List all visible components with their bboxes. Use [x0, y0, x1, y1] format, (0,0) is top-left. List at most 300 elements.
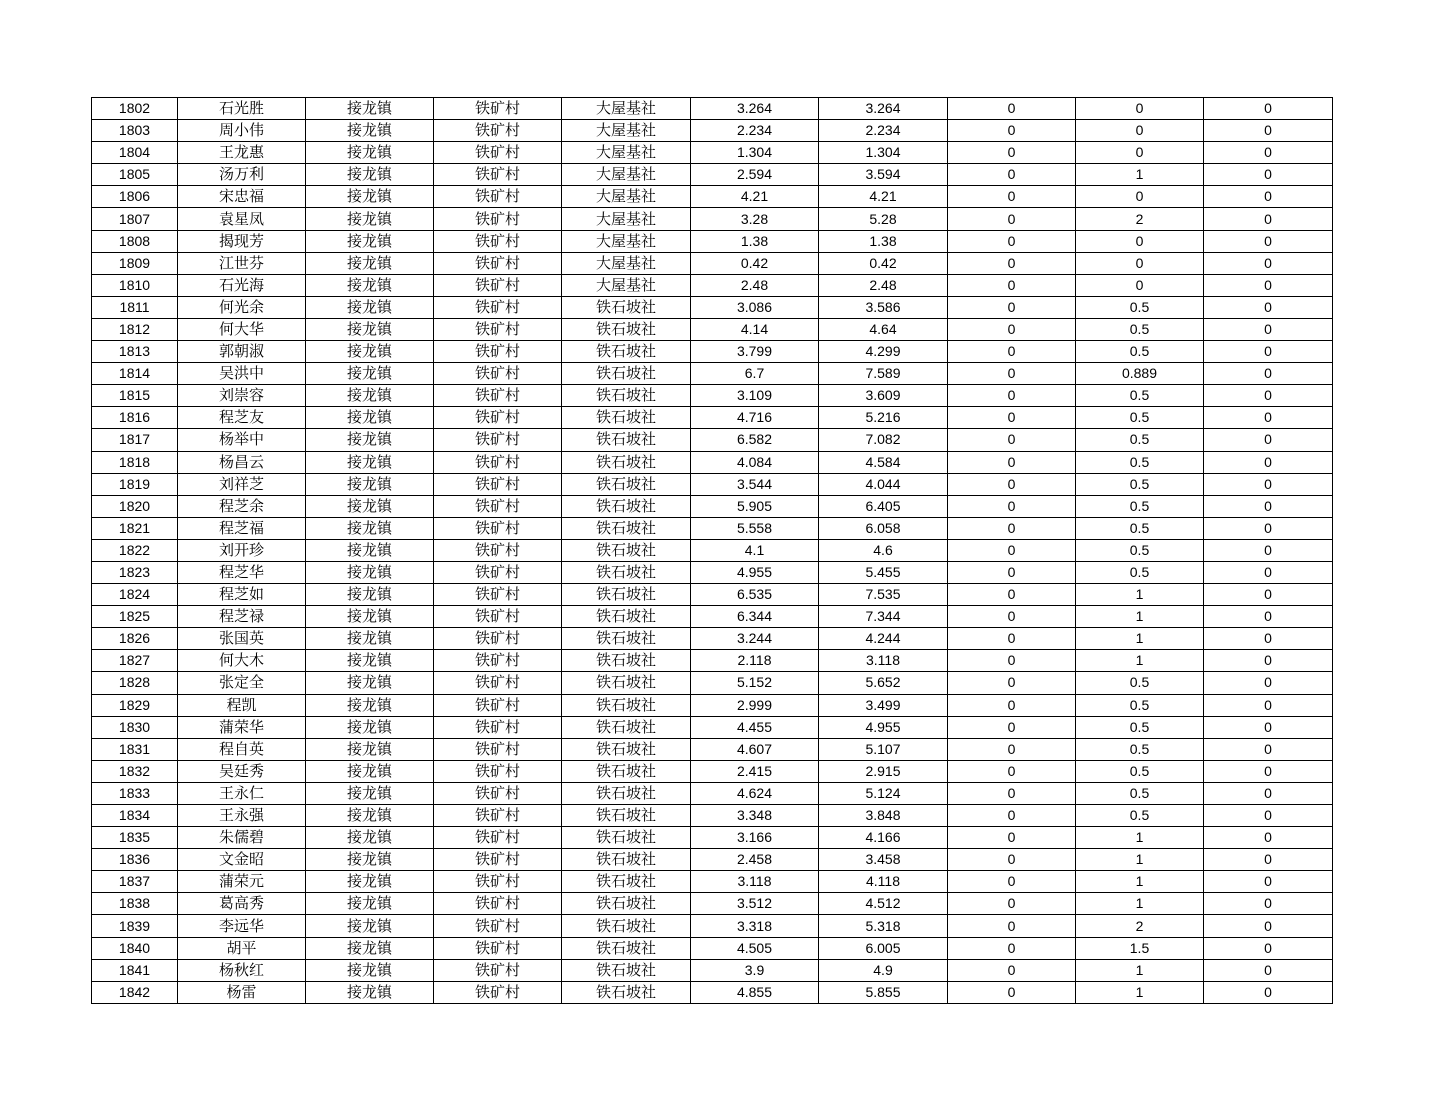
cell-name: 蒲荣华 [178, 716, 306, 738]
cell-value-e: 0 [1204, 760, 1333, 782]
cell-value-d: 0.5 [1076, 561, 1204, 583]
cell-row-id: 1802 [92, 98, 178, 120]
cell-value-b: 4.64 [819, 318, 948, 340]
cell-value-a: 6.344 [691, 606, 819, 628]
cell-value-d: 0.5 [1076, 473, 1204, 495]
cell-value-c: 0 [948, 363, 1076, 385]
cell-value-d: 0.5 [1076, 495, 1204, 517]
cell-town: 接龙镇 [306, 363, 434, 385]
cell-value-a: 3.166 [691, 827, 819, 849]
cell-value-c: 0 [948, 407, 1076, 429]
cell-value-d: 1 [1076, 628, 1204, 650]
table-row [92, 429, 1333, 451]
cell-village: 铁矿村 [434, 164, 562, 186]
cell-name: 袁星凤 [178, 208, 306, 230]
cell-value-d: 1 [1076, 606, 1204, 628]
cell-value-c: 0 [948, 296, 1076, 318]
cell-town: 接龙镇 [306, 539, 434, 561]
cell-group: 铁石坡社 [562, 517, 691, 539]
cell-group: 铁石坡社 [562, 827, 691, 849]
cell-value-e: 0 [1204, 849, 1333, 871]
cell-value-c: 0 [948, 495, 1076, 517]
cell-village: 铁矿村 [434, 849, 562, 871]
cell-value-c: 0 [948, 230, 1076, 252]
cell-value-d: 0.5 [1076, 517, 1204, 539]
cell-name: 王永仁 [178, 782, 306, 804]
cell-row-id: 1813 [92, 341, 178, 363]
table-row [92, 98, 1333, 120]
cell-value-c: 0 [948, 893, 1076, 915]
cell-town: 接龙镇 [306, 871, 434, 893]
cell-value-e: 0 [1204, 871, 1333, 893]
cell-value-b: 5.124 [819, 782, 948, 804]
cell-value-e: 0 [1204, 120, 1333, 142]
cell-village: 铁矿村 [434, 517, 562, 539]
cell-value-d: 1 [1076, 981, 1204, 1003]
cell-village: 铁矿村 [434, 805, 562, 827]
cell-value-c: 0 [948, 937, 1076, 959]
cell-row-id: 1828 [92, 672, 178, 694]
cell-name: 张定全 [178, 672, 306, 694]
cell-value-c: 0 [948, 318, 1076, 340]
cell-name: 王永强 [178, 805, 306, 827]
cell-town: 接龙镇 [306, 584, 434, 606]
cell-value-b: 3.118 [819, 650, 948, 672]
cell-value-e: 0 [1204, 363, 1333, 385]
cell-name: 程芝友 [178, 407, 306, 429]
cell-value-e: 0 [1204, 407, 1333, 429]
cell-value-a: 2.415 [691, 760, 819, 782]
cell-value-c: 0 [948, 694, 1076, 716]
cell-value-a: 3.244 [691, 628, 819, 650]
cell-value-b: 5.652 [819, 672, 948, 694]
cell-town: 接龙镇 [306, 738, 434, 760]
cell-value-c: 0 [948, 341, 1076, 363]
cell-value-e: 0 [1204, 495, 1333, 517]
cell-value-d: 0.5 [1076, 407, 1204, 429]
cell-row-id: 1807 [92, 208, 178, 230]
table-row [92, 760, 1333, 782]
cell-group: 大屋基社 [562, 230, 691, 252]
cell-value-d: 0.5 [1076, 716, 1204, 738]
cell-group: 铁石坡社 [562, 606, 691, 628]
cell-village: 铁矿村 [434, 760, 562, 782]
cell-value-d: 1 [1076, 871, 1204, 893]
cell-name: 宋忠福 [178, 186, 306, 208]
cell-value-e: 0 [1204, 981, 1333, 1003]
cell-name: 程凯 [178, 694, 306, 716]
cell-value-d: 0 [1076, 120, 1204, 142]
cell-town: 接龙镇 [306, 164, 434, 186]
cell-village: 铁矿村 [434, 451, 562, 473]
cell-value-b: 4.118 [819, 871, 948, 893]
cell-town: 接龙镇 [306, 893, 434, 915]
table-row [92, 672, 1333, 694]
cell-value-e: 0 [1204, 142, 1333, 164]
cell-value-c: 0 [948, 738, 1076, 760]
cell-value-b: 6.405 [819, 495, 948, 517]
cell-value-a: 3.109 [691, 385, 819, 407]
cell-row-id: 1825 [92, 606, 178, 628]
cell-value-e: 0 [1204, 517, 1333, 539]
cell-value-a: 4.21 [691, 186, 819, 208]
cell-value-c: 0 [948, 98, 1076, 120]
table-row [92, 782, 1333, 804]
cell-name: 揭现芳 [178, 230, 306, 252]
cell-row-id: 1831 [92, 738, 178, 760]
cell-value-b: 0.42 [819, 252, 948, 274]
cell-value-d: 0.5 [1076, 539, 1204, 561]
cell-group: 铁石坡社 [562, 539, 691, 561]
table-row [92, 473, 1333, 495]
cell-value-a: 4.14 [691, 318, 819, 340]
cell-row-id: 1811 [92, 296, 178, 318]
cell-value-e: 0 [1204, 606, 1333, 628]
cell-value-b: 4.044 [819, 473, 948, 495]
cell-village: 铁矿村 [434, 385, 562, 407]
cell-name: 蒲荣元 [178, 871, 306, 893]
cell-group: 铁石坡社 [562, 495, 691, 517]
table-row [92, 341, 1333, 363]
cell-group: 铁石坡社 [562, 318, 691, 340]
table-row [92, 893, 1333, 915]
cell-row-id: 1803 [92, 120, 178, 142]
cell-value-d: 0.5 [1076, 782, 1204, 804]
cell-row-id: 1812 [92, 318, 178, 340]
cell-village: 铁矿村 [434, 915, 562, 937]
cell-town: 接龙镇 [306, 230, 434, 252]
cell-name: 张国英 [178, 628, 306, 650]
cell-value-d: 0.5 [1076, 341, 1204, 363]
cell-village: 铁矿村 [434, 561, 562, 583]
table-row [92, 738, 1333, 760]
cell-name: 何大华 [178, 318, 306, 340]
cell-row-id: 1830 [92, 716, 178, 738]
table-row [92, 805, 1333, 827]
cell-row-id: 1832 [92, 760, 178, 782]
cell-name: 郭朝淑 [178, 341, 306, 363]
cell-town: 接龙镇 [306, 694, 434, 716]
cell-value-a: 3.318 [691, 915, 819, 937]
cell-value-b: 3.594 [819, 164, 948, 186]
cell-group: 铁石坡社 [562, 672, 691, 694]
cell-village: 铁矿村 [434, 782, 562, 804]
cell-group: 大屋基社 [562, 98, 691, 120]
cell-value-a: 6.582 [691, 429, 819, 451]
cell-value-c: 0 [948, 849, 1076, 871]
cell-value-b: 2.234 [819, 120, 948, 142]
cell-value-d: 0.5 [1076, 296, 1204, 318]
cell-value-c: 0 [948, 517, 1076, 539]
cell-town: 接龙镇 [306, 760, 434, 782]
cell-value-e: 0 [1204, 186, 1333, 208]
cell-value-b: 7.082 [819, 429, 948, 451]
cell-village: 铁矿村 [434, 208, 562, 230]
cell-name: 程芝余 [178, 495, 306, 517]
cell-row-id: 1841 [92, 959, 178, 981]
cell-group: 铁石坡社 [562, 584, 691, 606]
cell-village: 铁矿村 [434, 893, 562, 915]
cell-value-d: 1 [1076, 849, 1204, 871]
cell-value-e: 0 [1204, 827, 1333, 849]
cell-value-d: 1 [1076, 893, 1204, 915]
cell-village: 铁矿村 [434, 871, 562, 893]
table-row [92, 363, 1333, 385]
cell-village: 铁矿村 [434, 937, 562, 959]
cell-value-b: 2.915 [819, 760, 948, 782]
cell-row-id: 1829 [92, 694, 178, 716]
cell-group: 大屋基社 [562, 274, 691, 296]
cell-name: 刘祥芝 [178, 473, 306, 495]
cell-name: 杨昌云 [178, 451, 306, 473]
cell-town: 接龙镇 [306, 782, 434, 804]
cell-value-c: 0 [948, 120, 1076, 142]
table-row [92, 517, 1333, 539]
cell-value-a: 1.304 [691, 142, 819, 164]
cell-row-id: 1808 [92, 230, 178, 252]
cell-value-a: 3.512 [691, 893, 819, 915]
cell-village: 铁矿村 [434, 142, 562, 164]
cell-town: 接龙镇 [306, 208, 434, 230]
cell-value-c: 0 [948, 252, 1076, 274]
cell-town: 接龙镇 [306, 981, 434, 1003]
cell-village: 铁矿村 [434, 274, 562, 296]
cell-name: 杨秋红 [178, 959, 306, 981]
cell-value-c: 0 [948, 385, 1076, 407]
table-row [92, 561, 1333, 583]
cell-village: 铁矿村 [434, 628, 562, 650]
cell-village: 铁矿村 [434, 186, 562, 208]
table-body [92, 98, 1333, 1004]
table-row [92, 407, 1333, 429]
cell-value-d: 0.889 [1076, 363, 1204, 385]
cell-name: 刘崇容 [178, 385, 306, 407]
cell-village: 铁矿村 [434, 827, 562, 849]
cell-village: 铁矿村 [434, 959, 562, 981]
cell-value-a: 4.505 [691, 937, 819, 959]
cell-value-a: 4.607 [691, 738, 819, 760]
cell-value-c: 0 [948, 805, 1076, 827]
cell-value-e: 0 [1204, 98, 1333, 120]
cell-value-a: 2.999 [691, 694, 819, 716]
cell-value-d: 1 [1076, 827, 1204, 849]
table-row [92, 937, 1333, 959]
cell-name: 石光胜 [178, 98, 306, 120]
cell-town: 接龙镇 [306, 120, 434, 142]
cell-value-d: 0 [1076, 230, 1204, 252]
cell-village: 铁矿村 [434, 981, 562, 1003]
cell-value-e: 0 [1204, 318, 1333, 340]
cell-value-a: 2.594 [691, 164, 819, 186]
cell-row-id: 1810 [92, 274, 178, 296]
cell-value-d: 1 [1076, 584, 1204, 606]
cell-value-a: 3.264 [691, 98, 819, 120]
cell-value-b: 3.609 [819, 385, 948, 407]
cell-value-a: 6.535 [691, 584, 819, 606]
table-row [92, 296, 1333, 318]
cell-row-id: 1834 [92, 805, 178, 827]
cell-value-e: 0 [1204, 208, 1333, 230]
cell-town: 接龙镇 [306, 716, 434, 738]
cell-value-d: 0.5 [1076, 451, 1204, 473]
cell-group: 铁石坡社 [562, 849, 691, 871]
cell-value-a: 5.558 [691, 517, 819, 539]
cell-value-a: 1.38 [691, 230, 819, 252]
cell-value-a: 3.9 [691, 959, 819, 981]
cell-name: 杨雷 [178, 981, 306, 1003]
cell-value-e: 0 [1204, 805, 1333, 827]
cell-name: 胡平 [178, 937, 306, 959]
cell-value-d: 0 [1076, 274, 1204, 296]
cell-value-a: 2.458 [691, 849, 819, 871]
cell-town: 接龙镇 [306, 318, 434, 340]
cell-name: 程芝福 [178, 517, 306, 539]
table-row [92, 318, 1333, 340]
cell-village: 铁矿村 [434, 120, 562, 142]
cell-value-c: 0 [948, 782, 1076, 804]
cell-value-d: 2 [1076, 915, 1204, 937]
table-row [92, 539, 1333, 561]
cell-value-c: 0 [948, 959, 1076, 981]
cell-value-c: 0 [948, 164, 1076, 186]
cell-town: 接龙镇 [306, 827, 434, 849]
cell-group: 铁石坡社 [562, 915, 691, 937]
cell-village: 铁矿村 [434, 230, 562, 252]
table-row [92, 650, 1333, 672]
cell-value-b: 3.264 [819, 98, 948, 120]
cell-value-b: 4.299 [819, 341, 948, 363]
cell-town: 接龙镇 [306, 650, 434, 672]
table-row [92, 230, 1333, 252]
cell-value-a: 4.855 [691, 981, 819, 1003]
cell-value-e: 0 [1204, 959, 1333, 981]
cell-group: 大屋基社 [562, 164, 691, 186]
cell-row-id: 1839 [92, 915, 178, 937]
cell-name: 汤万利 [178, 164, 306, 186]
cell-group: 铁石坡社 [562, 429, 691, 451]
cell-value-b: 5.216 [819, 407, 948, 429]
cell-town: 接龙镇 [306, 495, 434, 517]
cell-group: 铁石坡社 [562, 628, 691, 650]
cell-village: 铁矿村 [434, 495, 562, 517]
cell-town: 接龙镇 [306, 517, 434, 539]
table-row [92, 164, 1333, 186]
cell-village: 铁矿村 [434, 252, 562, 274]
cell-value-e: 0 [1204, 738, 1333, 760]
cell-row-id: 1835 [92, 827, 178, 849]
cell-value-e: 0 [1204, 893, 1333, 915]
cell-value-d: 0 [1076, 142, 1204, 164]
cell-village: 铁矿村 [434, 738, 562, 760]
table-row [92, 827, 1333, 849]
cell-value-b: 1.38 [819, 230, 948, 252]
cell-name: 江世芬 [178, 252, 306, 274]
cell-value-c: 0 [948, 981, 1076, 1003]
cell-value-d: 1 [1076, 164, 1204, 186]
cell-town: 接龙镇 [306, 142, 434, 164]
table-row [92, 716, 1333, 738]
cell-value-a: 4.955 [691, 561, 819, 583]
cell-value-e: 0 [1204, 451, 1333, 473]
cell-value-e: 0 [1204, 164, 1333, 186]
cell-town: 接龙镇 [306, 98, 434, 120]
cell-village: 铁矿村 [434, 98, 562, 120]
cell-group: 大屋基社 [562, 142, 691, 164]
cell-value-b: 3.848 [819, 805, 948, 827]
cell-name: 葛高秀 [178, 893, 306, 915]
cell-value-b: 4.166 [819, 827, 948, 849]
table-row [92, 208, 1333, 230]
table-row [92, 871, 1333, 893]
cell-value-a: 4.624 [691, 782, 819, 804]
cell-town: 接龙镇 [306, 385, 434, 407]
cell-village: 铁矿村 [434, 716, 562, 738]
cell-value-d: 0.5 [1076, 672, 1204, 694]
cell-value-c: 0 [948, 473, 1076, 495]
cell-name: 吴廷秀 [178, 760, 306, 782]
cell-value-b: 5.28 [819, 208, 948, 230]
cell-name: 程芝华 [178, 561, 306, 583]
table-row [92, 849, 1333, 871]
cell-value-a: 3.799 [691, 341, 819, 363]
cell-town: 接龙镇 [306, 937, 434, 959]
cell-row-id: 1814 [92, 363, 178, 385]
cell-value-b: 5.318 [819, 915, 948, 937]
cell-value-b: 3.586 [819, 296, 948, 318]
cell-value-d: 0.5 [1076, 760, 1204, 782]
cell-value-b: 6.005 [819, 937, 948, 959]
cell-value-d: 0 [1076, 186, 1204, 208]
cell-value-e: 0 [1204, 650, 1333, 672]
cell-town: 接龙镇 [306, 473, 434, 495]
cell-group: 大屋基社 [562, 208, 691, 230]
cell-village: 铁矿村 [434, 584, 562, 606]
cell-town: 接龙镇 [306, 186, 434, 208]
cell-value-a: 4.084 [691, 451, 819, 473]
cell-value-e: 0 [1204, 473, 1333, 495]
cell-village: 铁矿村 [434, 606, 562, 628]
table-row [92, 584, 1333, 606]
cell-value-c: 0 [948, 142, 1076, 164]
cell-village: 铁矿村 [434, 539, 562, 561]
cell-name: 何大木 [178, 650, 306, 672]
cell-value-d: 1.5 [1076, 937, 1204, 959]
cell-value-a: 3.118 [691, 871, 819, 893]
cell-town: 接龙镇 [306, 849, 434, 871]
table-row [92, 915, 1333, 937]
cell-value-d: 0 [1076, 252, 1204, 274]
table-row [92, 120, 1333, 142]
cell-row-id: 1840 [92, 937, 178, 959]
cell-value-e: 0 [1204, 584, 1333, 606]
cell-row-id: 1817 [92, 429, 178, 451]
table-row [92, 981, 1333, 1003]
cell-value-e: 0 [1204, 561, 1333, 583]
cell-name: 周小伟 [178, 120, 306, 142]
cell-group: 铁石坡社 [562, 385, 691, 407]
cell-row-id: 1827 [92, 650, 178, 672]
cell-group: 铁石坡社 [562, 893, 691, 915]
cell-row-id: 1820 [92, 495, 178, 517]
cell-value-c: 0 [948, 451, 1076, 473]
cell-group: 铁石坡社 [562, 650, 691, 672]
cell-town: 接龙镇 [306, 407, 434, 429]
cell-value-b: 1.304 [819, 142, 948, 164]
cell-village: 铁矿村 [434, 296, 562, 318]
cell-row-id: 1809 [92, 252, 178, 274]
cell-value-e: 0 [1204, 915, 1333, 937]
cell-value-e: 0 [1204, 694, 1333, 716]
